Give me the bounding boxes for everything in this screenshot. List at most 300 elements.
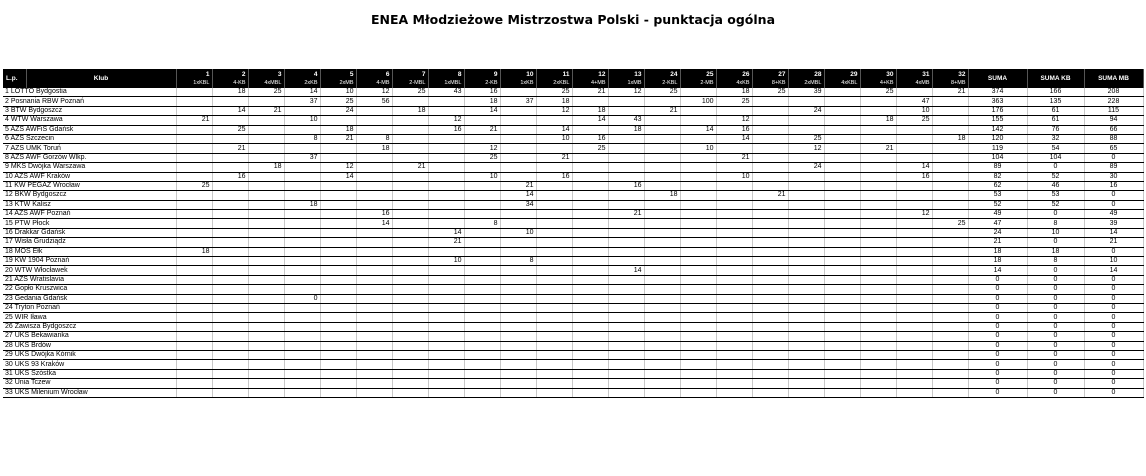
score-cell (212, 285, 248, 294)
score-cell (500, 369, 536, 378)
score-cell (788, 341, 824, 350)
score-cell (860, 172, 896, 181)
score-cell: 16 (212, 172, 248, 181)
score-cell (680, 172, 716, 181)
score-cell (212, 238, 248, 247)
header-event-number: 7 (421, 70, 426, 78)
header-event (932, 69, 968, 88)
score-cell (644, 332, 680, 341)
club-name: 25 WIR Iława (3, 313, 176, 322)
score-cell (680, 116, 716, 125)
score-cell: 34 (500, 200, 536, 209)
sum-mb-cell: 14 (1084, 266, 1143, 275)
sum-kb-cell: 61 (1027, 116, 1084, 125)
score-cell (608, 379, 644, 388)
sum-kb-cell: 0 (1027, 350, 1084, 359)
score-cell (824, 369, 860, 378)
score-cell (824, 350, 860, 359)
score-cell (680, 350, 716, 359)
score-cell (176, 322, 212, 331)
score-cell (860, 247, 896, 256)
score-cell (788, 191, 824, 200)
score-cell (428, 247, 464, 256)
score-cell (608, 369, 644, 378)
score-cell (932, 153, 968, 162)
sum-cell: 53 (968, 191, 1027, 200)
score-cell (896, 219, 932, 228)
score-cell (320, 313, 356, 322)
score-cell (572, 125, 608, 134)
score-cell (608, 191, 644, 200)
score-cell (536, 294, 572, 303)
score-cell (212, 134, 248, 143)
score-cell (248, 257, 284, 266)
table-row (3, 257, 1143, 266)
score-cell (392, 228, 428, 237)
score-cell (500, 285, 536, 294)
score-cell (716, 285, 752, 294)
score-cell: 21 (320, 134, 356, 143)
score-cell (356, 125, 392, 134)
score-cell (716, 350, 752, 359)
score-cell (500, 116, 536, 125)
score-cell (464, 134, 500, 143)
club-name: 10 AZS AWF Kraków (3, 172, 176, 181)
header-event-number: 6 (385, 70, 390, 78)
header-sum-kb: SUMA KB (1027, 69, 1084, 88)
score-cell (212, 360, 248, 369)
score-cell: 14 (536, 125, 572, 134)
score-cell (392, 200, 428, 209)
table-header-row (3, 69, 1143, 88)
header-event-code: 1xMB (627, 79, 642, 86)
score-cell (896, 379, 932, 388)
score-cell (320, 191, 356, 200)
score-cell (356, 294, 392, 303)
score-cell (572, 228, 608, 237)
sum-mb-cell: 94 (1084, 116, 1143, 125)
sum-cell: 363 (968, 97, 1027, 106)
header-event-number: 5 (349, 70, 354, 78)
score-cell (860, 266, 896, 275)
score-cell (248, 125, 284, 134)
table-row (3, 163, 1143, 172)
score-cell (248, 313, 284, 322)
score-cell: 25 (320, 97, 356, 106)
score-cell (752, 332, 788, 341)
score-cell (932, 379, 968, 388)
score-cell (356, 153, 392, 162)
score-cell (716, 379, 752, 388)
sum-cell: 0 (968, 285, 1027, 294)
score-cell: 25 (212, 125, 248, 134)
score-cell (608, 257, 644, 266)
score-cell (392, 116, 428, 125)
score-cell (392, 247, 428, 256)
score-cell (572, 350, 608, 359)
score-cell (320, 350, 356, 359)
score-cell (932, 200, 968, 209)
header-event (608, 69, 644, 88)
score-cell (464, 285, 500, 294)
score-cell (428, 332, 464, 341)
score-cell (176, 350, 212, 359)
score-cell (716, 191, 752, 200)
score-cell (680, 294, 716, 303)
sum-mb-cell: 65 (1084, 144, 1143, 153)
score-cell: 25 (644, 88, 680, 97)
score-cell (752, 303, 788, 312)
score-cell (680, 303, 716, 312)
score-cell: 21 (572, 88, 608, 97)
sum-mb-cell: 0 (1084, 350, 1143, 359)
score-cell (176, 360, 212, 369)
header-event (644, 69, 680, 88)
score-cell (320, 294, 356, 303)
sum-cell: 0 (968, 379, 1027, 388)
sum-mb-cell: 14 (1084, 228, 1143, 237)
club-name: 17 Wisła Grudziądz (3, 238, 176, 247)
table-row (3, 191, 1143, 200)
table-row (3, 360, 1143, 369)
score-cell (176, 163, 212, 172)
score-cell (824, 228, 860, 237)
score-cell (716, 200, 752, 209)
score-cell (644, 322, 680, 331)
score-cell (860, 257, 896, 266)
table-row (3, 181, 1143, 190)
score-cell (284, 285, 320, 294)
score-cell (356, 191, 392, 200)
score-cell (932, 388, 968, 397)
score-cell (860, 313, 896, 322)
sum-mb-cell: 0 (1084, 191, 1143, 200)
score-cell (932, 332, 968, 341)
score-cell (572, 369, 608, 378)
club-name: 1 LOTTO Bydgostia (3, 88, 176, 97)
score-cell (536, 313, 572, 322)
score-cell (860, 200, 896, 209)
score-cell (824, 219, 860, 228)
score-cell (356, 350, 392, 359)
score-cell (428, 163, 464, 172)
score-cell: 18 (212, 88, 248, 97)
club-name: 22 Gopło Kruszwica (3, 285, 176, 294)
score-cell (392, 172, 428, 181)
score-cell (500, 210, 536, 219)
score-cell (824, 210, 860, 219)
score-cell (932, 181, 968, 190)
header-event-number: 12 (598, 70, 606, 78)
header-event (788, 69, 824, 88)
score-cell (176, 285, 212, 294)
score-cell (284, 360, 320, 369)
sum-cell: 176 (968, 106, 1027, 115)
score-cell (500, 388, 536, 397)
header-event-code: 1xKB (520, 79, 534, 86)
score-cell (572, 332, 608, 341)
score-cell (536, 332, 572, 341)
header-event-code: 1xKBL (193, 79, 210, 86)
score-cell (428, 285, 464, 294)
club-name: 8 AZS AWF Gorzów Wlkp. (3, 153, 176, 162)
score-cell: 14 (320, 172, 356, 181)
score-cell (824, 266, 860, 275)
score-cell (608, 106, 644, 115)
table-row (3, 285, 1143, 294)
score-cell (176, 228, 212, 237)
score-cell (356, 360, 392, 369)
score-cell (536, 369, 572, 378)
score-cell (284, 191, 320, 200)
score-cell (716, 210, 752, 219)
score-cell (392, 97, 428, 106)
score-cell: 21 (248, 106, 284, 115)
score-cell: 12 (428, 116, 464, 125)
sum-kb-cell: 76 (1027, 125, 1084, 134)
score-cell (896, 257, 932, 266)
score-cell (464, 379, 500, 388)
header-event (464, 69, 500, 88)
score-cell (860, 332, 896, 341)
club-name: 2 Posnania RBW Poznań (3, 97, 176, 106)
header-event-number: 2 (241, 70, 246, 78)
score-cell (896, 332, 932, 341)
score-cell: 18 (176, 247, 212, 256)
score-cell (428, 134, 464, 143)
score-cell: 43 (428, 88, 464, 97)
score-cell (500, 341, 536, 350)
sum-kb-cell: 104 (1027, 153, 1084, 162)
score-cell (680, 153, 716, 162)
score-cell (500, 275, 536, 284)
score-cell: 18 (392, 106, 428, 115)
score-cell: 37 (284, 97, 320, 106)
score-cell (212, 181, 248, 190)
sum-cell: 62 (968, 181, 1027, 190)
score-cell (860, 285, 896, 294)
sum-mb-cell: 30 (1084, 172, 1143, 181)
score-cell: 47 (896, 97, 932, 106)
score-cell (212, 350, 248, 359)
table-row (3, 369, 1143, 378)
score-cell: 18 (860, 116, 896, 125)
score-cell (752, 97, 788, 106)
sum-kb-cell: 0 (1027, 303, 1084, 312)
score-cell (572, 181, 608, 190)
score-cell (392, 379, 428, 388)
table-row (3, 247, 1143, 256)
score-cell (284, 322, 320, 331)
score-cell (644, 313, 680, 322)
score-cell (356, 285, 392, 294)
sum-kb-cell: 8 (1027, 219, 1084, 228)
score-cell (248, 266, 284, 275)
header-event-code: 2-KBL (662, 79, 678, 86)
score-cell (896, 144, 932, 153)
score-cell (500, 219, 536, 228)
score-cell (320, 219, 356, 228)
score-cell: 25 (716, 97, 752, 106)
club-name: 20 WTW Włocławek (3, 266, 176, 275)
score-cell (716, 257, 752, 266)
score-cell (680, 200, 716, 209)
score-cell (176, 134, 212, 143)
score-cell (284, 332, 320, 341)
score-cell: 12 (608, 88, 644, 97)
score-cell (320, 116, 356, 125)
score-cell (860, 219, 896, 228)
sum-cell: 0 (968, 303, 1027, 312)
score-cell (752, 294, 788, 303)
score-cell (752, 369, 788, 378)
score-cell (536, 238, 572, 247)
header-event-number: 4 (313, 70, 318, 78)
score-cell (500, 303, 536, 312)
score-cell (896, 181, 932, 190)
score-cell (536, 285, 572, 294)
score-cell: 12 (464, 144, 500, 153)
sum-mb-cell: 115 (1084, 106, 1143, 115)
score-cell: 21 (392, 163, 428, 172)
score-cell (572, 257, 608, 266)
score-cell (932, 322, 968, 331)
score-cell (824, 285, 860, 294)
score-cell (932, 294, 968, 303)
score-cell (248, 191, 284, 200)
score-cell (212, 313, 248, 322)
score-cell (500, 350, 536, 359)
score-cell (248, 350, 284, 359)
score-cell (788, 238, 824, 247)
sum-mb-cell: 0 (1084, 294, 1143, 303)
score-cell (788, 313, 824, 322)
table-row (3, 106, 1143, 115)
score-cell (572, 172, 608, 181)
score-cell (824, 313, 860, 322)
score-cell (176, 341, 212, 350)
score-cell (356, 172, 392, 181)
score-cell (752, 106, 788, 115)
score-cell (212, 379, 248, 388)
score-cell: 10 (680, 144, 716, 153)
score-cell (716, 322, 752, 331)
score-cell (392, 350, 428, 359)
score-cell: 10 (716, 172, 752, 181)
sum-kb-cell: 46 (1027, 181, 1084, 190)
score-cell (608, 285, 644, 294)
score-cell: 8 (500, 257, 536, 266)
score-cell: 39 (788, 88, 824, 97)
score-cell (824, 257, 860, 266)
score-cell (284, 210, 320, 219)
score-cell (788, 350, 824, 359)
score-cell (500, 125, 536, 134)
score-cell (356, 322, 392, 331)
header-event (212, 69, 248, 88)
score-cell: 18 (608, 125, 644, 134)
score-cell (860, 181, 896, 190)
sum-mb-cell: 10 (1084, 257, 1143, 266)
score-cell (932, 228, 968, 237)
sum-kb-cell: 0 (1027, 388, 1084, 397)
header-event-number: 29 (850, 70, 858, 78)
club-name: 12 BKW Bydgoszcz (3, 191, 176, 200)
score-cell (248, 294, 284, 303)
score-cell (572, 153, 608, 162)
score-cell (392, 153, 428, 162)
score-cell: 18 (572, 106, 608, 115)
header-event-code: 2-MB (700, 79, 714, 86)
score-cell (572, 97, 608, 106)
score-cell (536, 379, 572, 388)
score-cell (356, 106, 392, 115)
score-cell (788, 285, 824, 294)
club-name: 13 KTW Kalisz (3, 200, 176, 209)
header-event-number: 8 (457, 70, 462, 78)
score-cell: 37 (500, 97, 536, 106)
score-cell (788, 257, 824, 266)
score-cell (212, 369, 248, 378)
sum-cell: 0 (968, 322, 1027, 331)
score-cell (428, 369, 464, 378)
score-cell (356, 200, 392, 209)
score-cell (680, 257, 716, 266)
sum-kb-cell: 32 (1027, 134, 1084, 143)
score-cell (356, 379, 392, 388)
score-cell (248, 181, 284, 190)
score-cell (932, 275, 968, 284)
score-cell: 18 (716, 88, 752, 97)
score-cell (644, 125, 680, 134)
sum-cell: 24 (968, 228, 1027, 237)
score-cell (176, 369, 212, 378)
header-event (824, 69, 860, 88)
score-cell: 21 (932, 88, 968, 97)
score-cell (356, 238, 392, 247)
score-cell: 14 (716, 134, 752, 143)
score-cell: 16 (464, 88, 500, 97)
sum-cell: 14 (968, 266, 1027, 275)
score-cell (932, 163, 968, 172)
score-cell (500, 360, 536, 369)
score-cell (716, 294, 752, 303)
club-name: 27 UKS Bekawianka (3, 332, 176, 341)
score-cell: 12 (356, 88, 392, 97)
score-cell (536, 247, 572, 256)
table-row (3, 125, 1143, 134)
header-event (536, 69, 572, 88)
score-cell (860, 379, 896, 388)
score-cell (212, 266, 248, 275)
club-name: 14 AZS AWF Poznań (3, 210, 176, 219)
score-cell (392, 388, 428, 397)
sum-mb-cell: 49 (1084, 210, 1143, 219)
score-cell (464, 210, 500, 219)
score-cell (212, 322, 248, 331)
club-name: 29 UKS Dwójka Kórnik (3, 350, 176, 359)
score-cell (680, 360, 716, 369)
score-cell (284, 172, 320, 181)
sum-mb-cell: 208 (1084, 88, 1143, 97)
sum-cell: 0 (968, 332, 1027, 341)
ranking-table (3, 69, 1144, 398)
score-cell (464, 247, 500, 256)
sum-cell: 52 (968, 200, 1027, 209)
score-cell: 25 (860, 88, 896, 97)
score-cell: 25 (392, 88, 428, 97)
score-cell (608, 228, 644, 237)
